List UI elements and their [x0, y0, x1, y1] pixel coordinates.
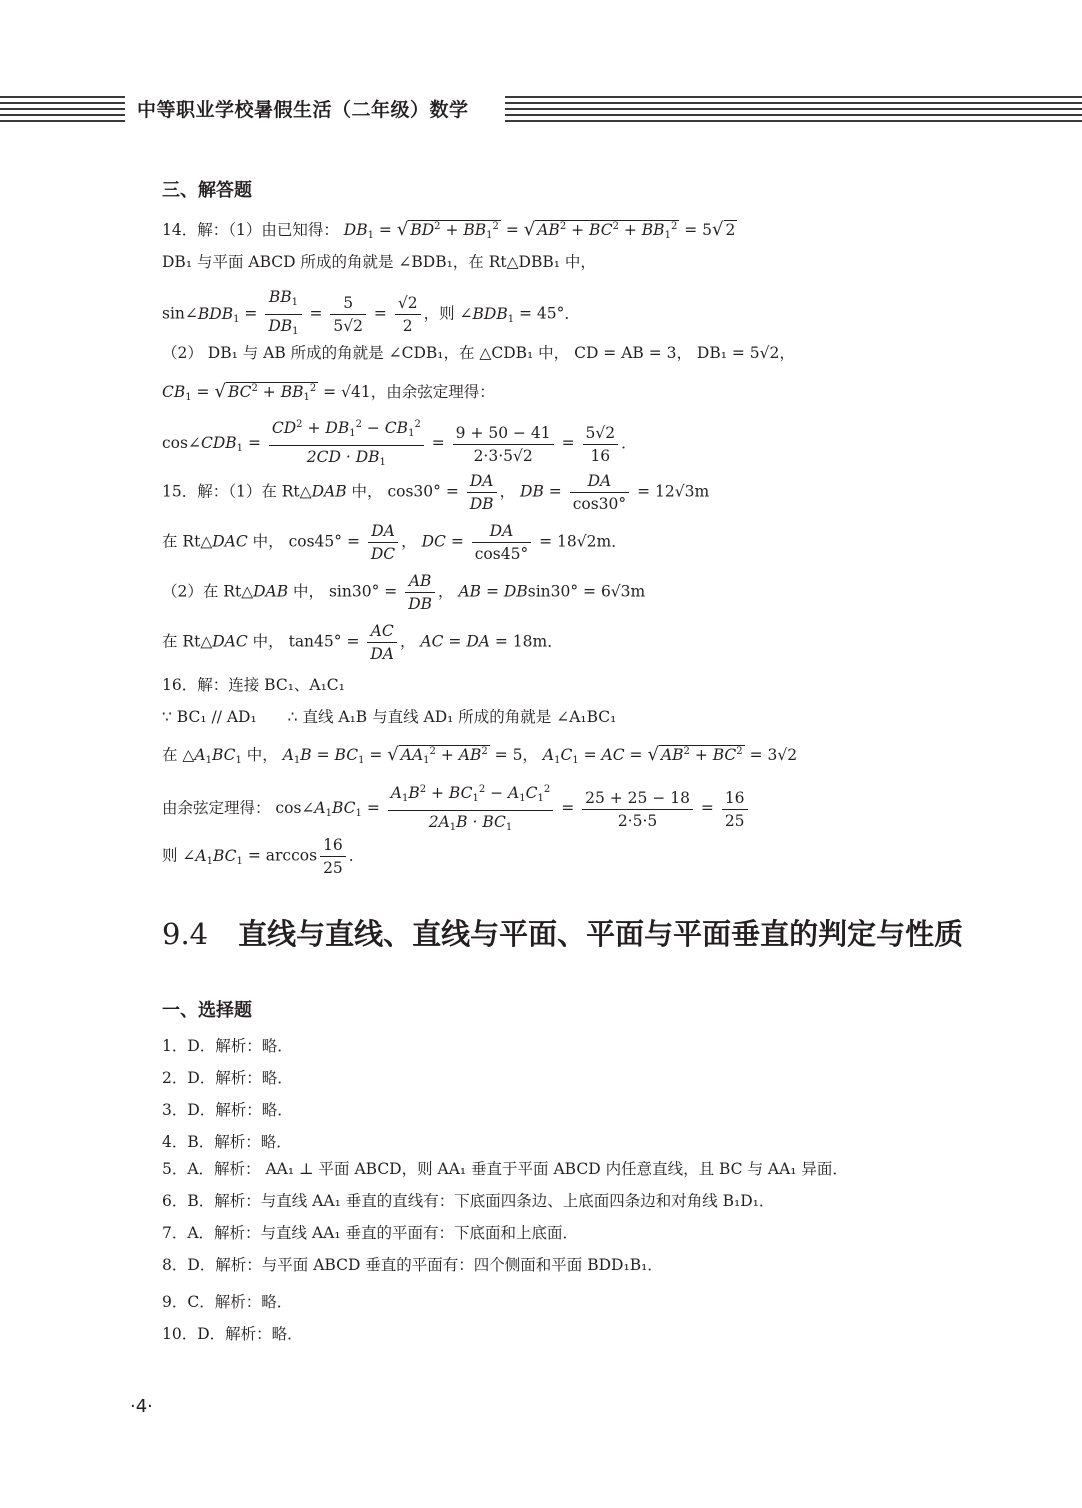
chapter-heading [162, 912, 963, 953]
q14-line-1: 14．解：（1）由已知得： $DB_1$ = √ $BD^2 + BB_1^2$ = √ $AB^2 + BC^2 + BB_1^2 = 5√$ 2 [162, 219, 736, 241]
running-header [0, 93, 1082, 127]
answer-item: 6．B．解析：与直线 AA₁ 垂直的直线有：下底面四条边、上底面四条边和对角线 B₁D₁． [162, 1192, 775, 1210]
q16-line-2: ∵ BC₁ // AD₁ ∴ 直线 A₁B 与直线 AD₁ 所成的角就是 ∠A₁BC₁ [162, 708, 617, 726]
q16-line-3: 在 $\triangle A_1BC_1$ 中， $A_1B = BC_1$ = √ $AA_1^2 + AB^2 = 5$， $A_1C_1$ = AC = √ $AB^2 + BC^2 = 3√2$ [162, 744, 798, 766]
q14-line-2: DB₁ 与平面 ABCD 所成的角就是 ∠BDB₁，在 Rt△DBB₁ 中， [162, 253, 596, 271]
header-title: 中等职业学校暑假生活（二年级）数学 [137, 99, 469, 121]
answer-item: 3．D．解析：略． [162, 1101, 293, 1119]
section-title-answers: 三、解答题 [162, 180, 252, 201]
q15-line-4: 在 Rt△DAC 中， tan45° = $\frac{AC}{DA}$ ， AC = DA = 18m． [162, 622, 563, 663]
q16-line-1: 16．解：连接 BC₁、A₁C₁ [162, 676, 345, 694]
q14-line-4: （2） DB₁ 与 AB 所成的角就是 ∠CDB₁，在 △CDB₁ 中， CD = AB = 3， DB₁ = 5√2， [162, 344, 795, 362]
q16-line-5: 则 $\angle A_1BC_1 = \arccos$ $\frac{16}{25}$ ． [162, 836, 365, 877]
q15-line-2: 在 Rt△DAC 中， cos45° = $\frac{DA}{DC}$ ， DC = $\frac{DA}{\cos 45^\circ}$ = 18√2m． [162, 522, 627, 563]
answer-item: 5．A．解析： AA₁ ⊥ 平面 ABCD，则 AA₁ 垂直于平面 ABCD 内任意直线，且 BC 与 AA₁ 异面． [162, 1160, 848, 1178]
header-rule-right [505, 93, 1082, 127]
q15-line-1: 15．解：（1）在 Rt△DAB 中， cos30° = $\frac{DA}{DB}$ ， DB = $\frac{DA}{\cos 30^\circ}$ = 12√3m [162, 472, 710, 513]
q14-label: 14．解：（1）由已知得： [162, 221, 339, 239]
q16-line-4: 由余弦定理得： $\cos\angle A_1BC_1$ = $\frac{A_1B^2 + BC_1^2 - A_1C_1^2}{2A_1B \cdot BC_1}$ = $\frac{25 + 25 - 18}{2\cdot 5\cdot 5}$ = $\frac{16}{25}$ [162, 779, 751, 839]
answer-item: 8．D．解析：与平面 ABCD 垂直的平面有：四个侧面和平面 BDD₁B₁． [162, 1256, 663, 1274]
chapter-title: 直线与直线、直线与平面、平面与平面垂直的判定与性质 [238, 917, 964, 951]
header-rule-left [0, 93, 125, 127]
answer-item: 10．D．解析：略． [162, 1325, 303, 1343]
answer-item: 4．B．解析：略． [162, 1133, 292, 1151]
q14-line-3: $\sin\angle BDB_1$ = $\frac{BB_1}{DB_1}$ = $\frac{5}{5√2}$ = $\frac{√2}{2}$ ，则 $\angle BDB_1 = 45^\circ$． [162, 288, 580, 337]
q14-line-5: $CB_1$ = √ $BC^2 + BB_1^2 = √41$，由余弦定理得： [162, 381, 495, 403]
answer-item: 2．D．解析：略． [162, 1069, 293, 1087]
answer-item: 7．A．解析：与直线 AA₁ 垂直的平面有：下底面和上底面． [162, 1224, 579, 1242]
chapter-number: 9.4 [162, 917, 209, 951]
q15-line-3: （2）在 Rt△DAB 中， sin30° = $\frac{AB}{DB}$ ， AB = DBsin30° = 6√3m [162, 572, 646, 613]
page-number: ·4· [130, 1396, 153, 1417]
q14-line-6: $\cos\angle CDB_1$ = $\frac{CD^2 + DB_1^2 - CB_1^2}{2CD \cdot DB_1}$ = $\frac{9 + 50 - 41}{2\cdot 3\cdot 5√2}$ = $\frac{5√2}{16}$ ． [162, 414, 637, 474]
section-title-choice: 一、选择题 [162, 1000, 252, 1021]
answer-item: 1．D．解析：略． [162, 1037, 293, 1055]
answer-item: 9．C．解析：略． [162, 1293, 293, 1311]
